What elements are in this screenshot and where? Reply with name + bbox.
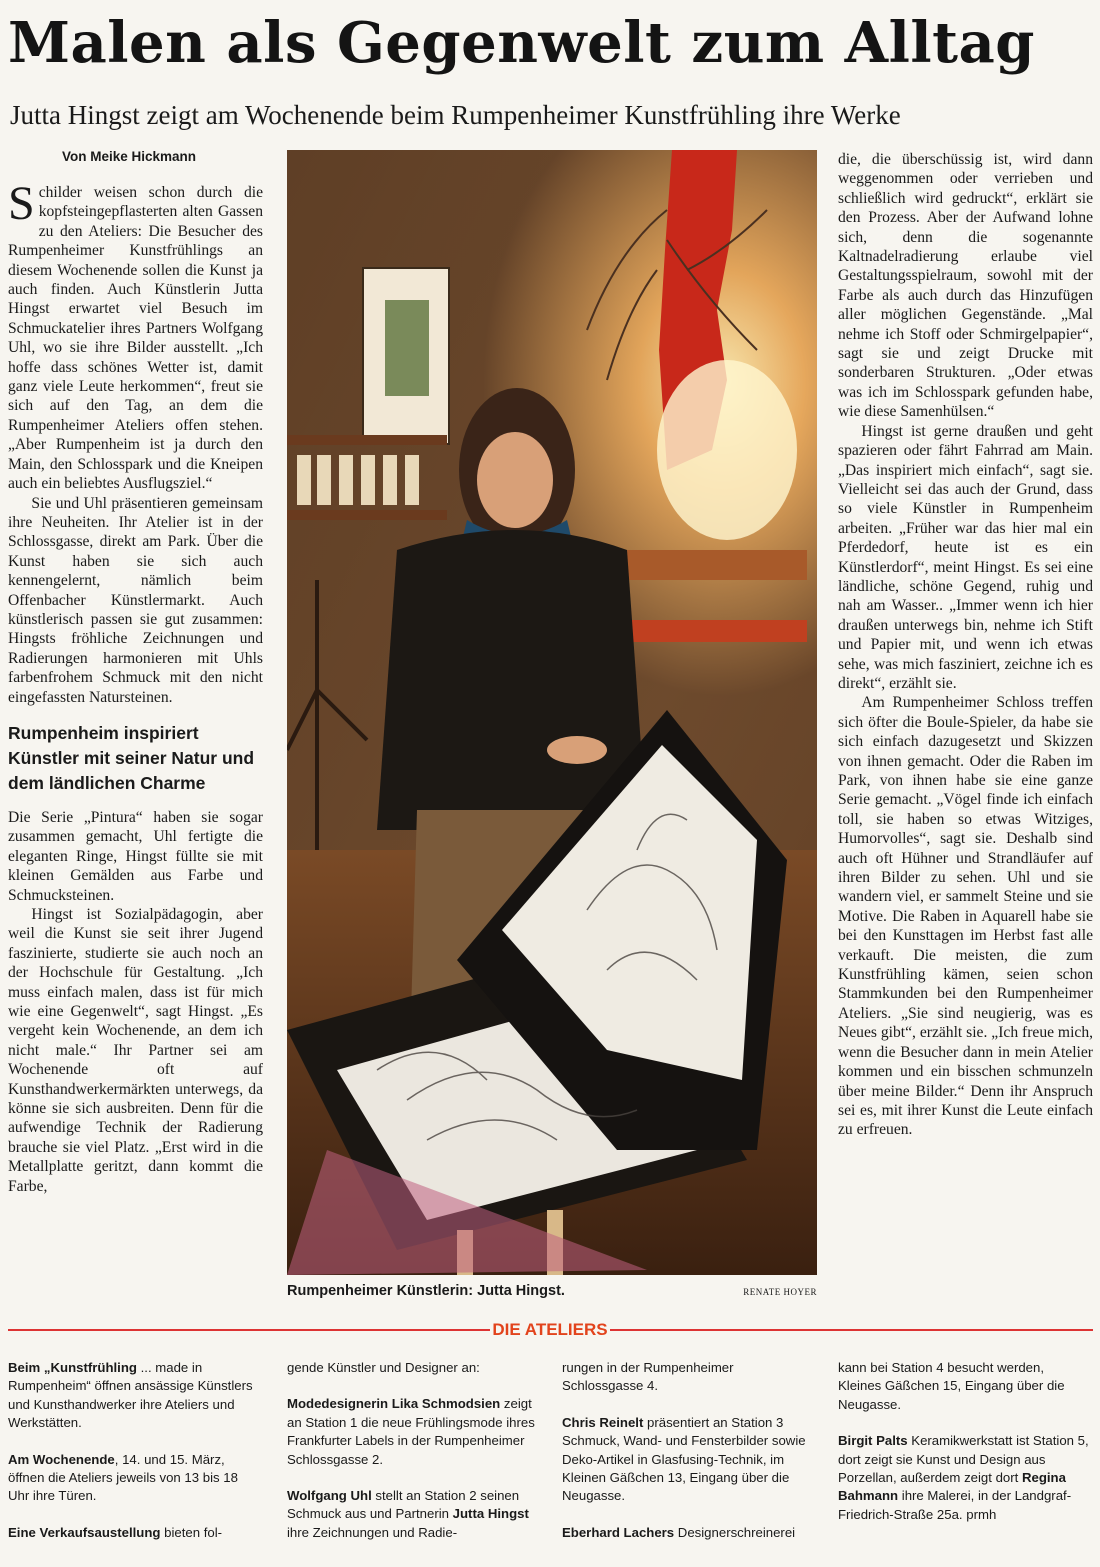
info-paragraph: Modedesignerin Lika Schmodsien zeigt an Station 1 die neue Frühlingsmode ihres Frankfurter Labels in der Rumpenheimer Schlossgasse 2. bbox=[287, 1396, 535, 1467]
info-paragraph: gende Künstler und Designer an: bbox=[287, 1360, 480, 1375]
photo-caption: Rumpenheimer Künstlerin: Jutta Hingst. bbox=[287, 1283, 565, 1299]
info-paragraph: rungen in der Rumpenheimer Schlossgasse 4. bbox=[562, 1360, 734, 1394]
paragraph: Am Rumpenheimer Schloss treffen sich öfter die Boule-Spieler, da habe sie sich einfach dazugesetzt und Skizzen von ihnen gemacht. Oder die Raben im Park, von ihnen habe sie eine ganze Serie gemacht. „Vögel finde ich einfach toll, sie haben so etwas Witziges, Humorvolles“, sagt sie. Deshalb sind auch oft Hühner und Strandläufer auf ihren Bilder zu sehen. Uhl und sie wandern viel, er sammelt Steine und sie Motive. Die Raben in Aquarell habe sie bei den Kunsttagen im Herbst fast alle verkauft. Die meisten, die zum Kunstfrühling kämen, seien schon Stammkunden bei den Rumpenheimer Ateliers. „Sie sind neugierig, was es Neues gibt“, erzählt sie. „Ich freue mich, wenn die Besucher dann in mein Atelier kommen und ein bisschen schmunzeln über meine Bilder.“ Denn ihr Anspruch sei es, mit ihrer Kunst die Leute einfach zu erfreuen. bbox=[838, 694, 1094, 1139]
article-photo bbox=[287, 150, 817, 1275]
ateliers-column-4 bbox=[838, 1359, 1090, 1542]
paragraph: Hingst ist gerne draußen und geht spazieren oder fährt Fahrrad am Main. „Das inspiriert mich einfach“, sagt sie. Vielleicht sei das auch der Grund, dass so viele Künstler in Rumpenheim arbeiten. „Früher war das hier mal ein Pferdedorf, heute ist es ein Künstlerdorf“, meint Hingst. Es sei eine ländliche, schöne Gegend, ruhig und nah am Wasser.. „Immer wenn ich hier draußen unterwegs bin, nehme ich Stift und Papier mit, und wenn ich etwas sehe, was mich fasziniert, zeichne ich es direkt“, erzählt sie. bbox=[838, 422, 1093, 692]
article-column-1 bbox=[8, 177, 263, 1196]
ateliers-column-2 bbox=[287, 1359, 539, 1560]
paragraph: die, die überschüssig ist, wird dann weggenommen oder verrieben und schließlich wird gedruckt“, erklärt sie den Prozess. Aber der Aufwand lohne sich, denn die sogenannte Kaltnadelradierung erlaube viel Gestaltungsspielraum, sowohl mit der Farbe als auch durch das Hinzufügen aller möglichen Gegenstände. „Mal nehme ich Stoff oder Schmirgelpapier“, sagt sie und zeigt Drucke mit sonderbaren Strukturen. „Oder etwas was ich im Schlosspark gefunden habe, wie diese Samenhülsen.“ bbox=[838, 151, 1093, 421]
paragraph: Schilder weisen schon durch die kopfsteingepflasterten alten Gassen zu den Ateliers: Die Besucher des Rumpenheimer Kunstfrühlings an diesem Wochenende sollen die Kunst ja auch finden. Auch Künstlerin Jutta Hingst erwartet viel Besuch im Schmuckatelier ihres Partners Wolfgang Uhl, wo sie ihre Bilder ausstellt. „Ich hoffe dass schönes Wetter ist, damit ganz viele Leute herkommen“, freut sie sich auf den Tag, an dem die Rumpenheimer Ateliers offen stehen. „Aber Rumpenheim ist ja durch den Main, den Schlosspark und die Kneipen auch ein beliebtes Ausflugsziel.“ bbox=[8, 177, 263, 493]
paragraph: Sie und Uhl präsentieren gemeinsam ihre Neuheiten. Ihr Atelier ist in der Schlossgasse, direkt am Park. Über die Kunst haben sie sich auch kennengelernt, nämlich beim Offenbacher Künstlermarkt. Auch künstlerisch passen sie gut zusammen: Hingsts fröhliche Zeichnungen und Radierungen harmonieren mit Uhls farbenfrohem Schmuck mit den nicht eingefassten Natursteinen. bbox=[8, 494, 263, 706]
photo-illustration bbox=[287, 150, 817, 1275]
ateliers-column-1 bbox=[8, 1359, 260, 1560]
info-paragraph: Birgit Palts Keramikwerkstatt ist Station 5, dort zeigt sie Kunst und Design aus Porzellan, außerdem zeigt dort Regina Bahmann ihre Malerei, in der Landgraf- Friedrich-Straße 25a. prmh bbox=[838, 1433, 1089, 1522]
section-subhead: Rumpenheim inspiriert Künstler mit seiner Natur und dem ländlichen Charme bbox=[8, 722, 255, 793]
info-paragraph: Chris Reinelt präsentiert an Station 3 Schmuck, Wand- und Fensterbilder sowie Deko-Artikel in Glasfusing-Technik, im Kleinen Gäßchen 13, Eingang über die Neugasse. bbox=[562, 1414, 806, 1504]
paragraph: Hingst ist Sozialpädagogin, aber weil die Kunst sie seit ihrer Jugend faszinierte, studierte sie auch noch an der Hochschule für Gestaltung. „Ich muss einfach malen, dass ist für mich wie eine Gegenwelt“, sagt Hingst. „Es vergeht kein Wochenende, an dem ich nicht male.“ Ihr Partner sei am Wochenende oft auf Kunsthandwerkermärkten unterwegs, da könne sie sich ausbreiten. Denn für die aufwendige Technik der Radierung brauche sie viel Platz. „Erst wird in die Metallplatte geritzt, dann kommt die Farbe, bbox=[8, 906, 263, 1195]
info-paragraph: Eberhard Lachers Designerschreinerei bbox=[562, 1524, 796, 1540]
subheadline: Jutta Hingst zeigt am Wochenende beim Rumpenheimer Kunstfrühling ihre Werke bbox=[10, 100, 901, 130]
info-paragraph: kann bei Station 4 besucht werden, Kleines Gäßchen 15, Eingang über die Neugasse. bbox=[838, 1360, 1065, 1412]
ateliers-column-3 bbox=[562, 1359, 814, 1560]
info-paragraph: Am Wochenende, 14. und 15. März, öffnen die Ateliers jeweils von 13 bis 18 Uhr ihre Türen. bbox=[8, 1451, 238, 1504]
info-paragraph: Eine Verkaufsaustellung bieten fol- bbox=[8, 1524, 223, 1540]
info-paragraph: Wolfgang Uhl stellt an Station 2 seinen Schmuck aus und Partnerin Jutta Hingst ihre Zeichnungen und Radie- bbox=[287, 1488, 529, 1540]
headline: Malen als Gegenwelt zum Alltag bbox=[8, 10, 1035, 76]
paragraph: Die Serie „Pintura“ haben sie sogar zusammen gemacht, Uhl fertigte die eleganten Ringe, Hingst füllte sie mit kleinen Gemälden aus Farbe und Schmucksteinen. bbox=[8, 808, 263, 904]
info-paragraph: Beim „Kunstfrühling ... made in Rumpenheim“ öffnen ansässige Künstlers und Kunsthandwerker ihre Ateliers und Werkstätten. bbox=[8, 1360, 253, 1431]
ateliers-title: DIE ATELIERS bbox=[490, 1318, 610, 1342]
byline: Von Meike Hickmann bbox=[62, 149, 197, 164]
dropcap: S bbox=[8, 177, 35, 230]
article-column-3 bbox=[838, 150, 1093, 1140]
photo-credit: RENATE HOYER bbox=[743, 1287, 817, 1297]
